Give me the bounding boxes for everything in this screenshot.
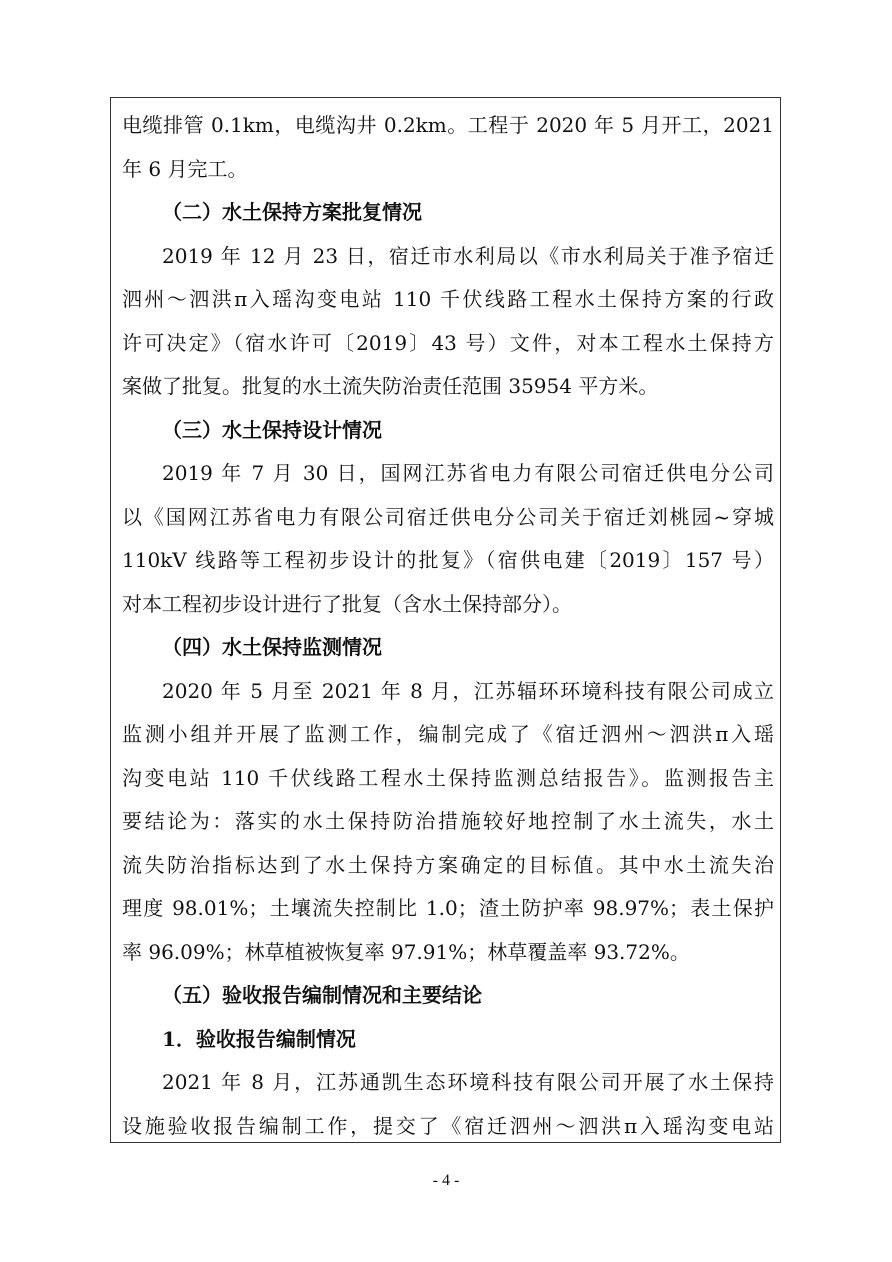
text-line: 沟变电站 110 千伏线路工程水土保持监测总结报告》。监测报告主 <box>122 765 774 790</box>
text-line: 理度 98.01%；土壤流失控制比 1.0；渣土防护率 98.97%；表土保护 <box>122 896 774 920</box>
text-line: 年 6 月完工。 <box>122 156 248 181</box>
subsection-heading: 1．验收报告编制情况 <box>162 1026 356 1051</box>
text-line: 2020 年 5 月至 2021 年 8 月，江苏辐环环境科技有限公司成立 <box>162 678 774 703</box>
text-line: 2019 年 7 月 30 日，国网江苏省电力有限公司宿迁供电分公司 <box>162 461 774 485</box>
text-line: 2019 年 12 月 23 日，宿迁市水利局以《市水利局关于准予宿迁 <box>162 243 774 268</box>
text-line: 以《国网江苏省电力有限公司宿迁供电分公司关于宿迁刘桃园~穿城 <box>122 504 774 529</box>
text-line: 110kV 线路等工程初步设计的批复》（宿供电建〔2019〕157 号） <box>122 548 774 572</box>
text-line: 设施验收报告编制工作，提交了《宿迁泗州～泗洪π入瑶沟变电站 <box>122 1113 774 1138</box>
text-line: 对本工程初步设计进行了批复（含水土保持部分）。 <box>122 591 572 616</box>
text-line: 2021 年 8 月，江苏通凯生态环境科技有限公司开展了水土保持 <box>162 1070 774 1094</box>
section-heading: （二）水土保持方案批复情况 <box>162 200 422 224</box>
section-heading: （四）水土保持监测情况 <box>162 635 382 659</box>
text-line: 泗州～泗洪π入瑶沟变电站 110 千伏线路工程水土保持方案的行政 <box>122 287 774 311</box>
text-line: 要结论为：落实的水土保持防治措施较好地控制了水土流失，水土 <box>122 809 774 833</box>
text-line: 流失防治指标达到了水土保持方案确定的目标值。其中水土流失治 <box>122 852 774 877</box>
section-heading: （三）水土保持设计情况 <box>162 417 382 442</box>
text-line: 案做了批复。批复的水土流失防治责任范围 35954 平方米。 <box>122 374 659 398</box>
document-body <box>122 104 774 1148</box>
page-number: - 4 - <box>432 1172 460 1189</box>
text-line: 电缆排管 0.1km，电缆沟井 0.2km。工程于 2020 年 5 月开工，2021 <box>122 113 774 137</box>
section-heading: （五）验收报告编制情况和主要结论 <box>162 983 482 1007</box>
text-line: 率 96.09%；林草植被恢复率 97.91%；林草覆盖率 93.72%。 <box>122 939 690 964</box>
text-line: 许可决定》（宿水许可〔2019〕43 号）文件，对本工程水土保持方 <box>122 330 774 355</box>
text-line: 监测小组并开展了监测工作，编制完成了《宿迁泗州～泗洪π入瑶 <box>122 722 774 746</box>
